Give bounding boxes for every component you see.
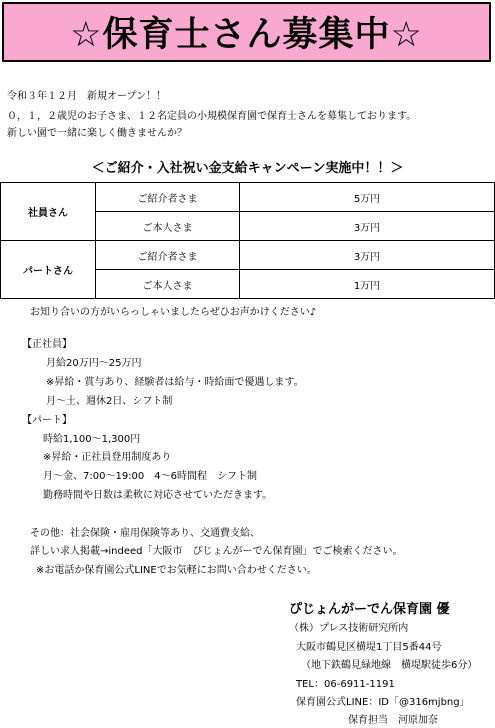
contact-line: ※お電話か保育園公式LINEでお気軽にお問い合わせください。: [36, 565, 317, 576]
campaign-heading: ＜ご紹介・入社祝い金支給キャンペーン実施中！！＞: [91, 161, 404, 176]
amount-cell: 1万円: [240, 270, 495, 299]
banner-title: ☆保育士さん募集中☆: [70, 15, 423, 55]
parttime-heading: 【パート】: [22, 415, 72, 426]
parttime-wage: 時給1,100～1,300円: [43, 434, 141, 445]
intro-line-opening: 令和３年１２月 新規オープン！！: [7, 91, 167, 102]
employee-type-cell: 社員さん: [1, 183, 96, 241]
staff-contact-line: 保育担当 河原加奈: [348, 715, 438, 726]
intro-line-invitation: 新しい園で一緒に楽しく働きませんか？: [7, 128, 187, 139]
fulltime-salary: 月給20万円～25万円: [46, 358, 142, 369]
amount-cell: 3万円: [240, 212, 495, 241]
phone-line: TEL：06-6911-1191: [296, 679, 395, 690]
amount-cell: 3万円: [240, 241, 495, 270]
fulltime-heading: 【正社員】: [22, 339, 72, 350]
parttime-flexibility: 勤務時間や日数は柔軟に対応させていただきます。: [43, 490, 273, 501]
referral-notice: お知り合いの方がいらっしゃいましたらぜひお声かけください♪: [30, 307, 317, 318]
recipient-cell: ご本人さま: [96, 212, 240, 241]
fulltime-schedule: 月～土、週休2日、シフト制: [46, 396, 173, 407]
nursery-name: ぴじょんがーでん保育園 優: [289, 602, 450, 617]
recipient-cell: ご紹介者さま: [96, 241, 240, 270]
recipient-cell: ご本人さま: [96, 270, 240, 299]
indeed-line: 詳しい求人掲載→indeed「大阪市 ぴじょんがーでん保育園」でご検索ください。: [30, 546, 403, 557]
address-line: 大阪市鶴見区横堤1丁目5番44号: [296, 642, 442, 653]
table-row: [1, 183, 495, 212]
employee-type-cell: パートさん: [1, 241, 96, 299]
line-id-line: 保育園公式LINE：ID「@316mjbng」: [296, 697, 470, 708]
amount-cell: 5万円: [240, 183, 495, 212]
reward-table: [0, 182, 495, 299]
intro-line-recruiting: ０，１，２歳児のお子さま、１２名定員の小規模保育園で保育士さんを募集しております。: [7, 111, 417, 122]
parttime-schedule: 月～金、7:00～19:00 4～6時間程 シフト制: [43, 471, 257, 482]
recruitment-banner: [2, 2, 491, 62]
access-line: （地下鉄鶴見緑地線 横堤駅徒歩6分）: [301, 660, 478, 671]
recipient-cell: ご紹介者さま: [96, 183, 240, 212]
table-row: [1, 241, 495, 270]
parttime-note: ※昇給・正社員登用制度あり: [43, 452, 172, 463]
fulltime-note: ※昇給・賞与あり、経験者は給与・時給面で優遇します。: [46, 377, 304, 388]
company-line: （株）プレス技術研究所内: [289, 623, 409, 634]
benefits-line: その他：社会保険・雇用保険等あり、交通費支給、: [30, 528, 260, 539]
